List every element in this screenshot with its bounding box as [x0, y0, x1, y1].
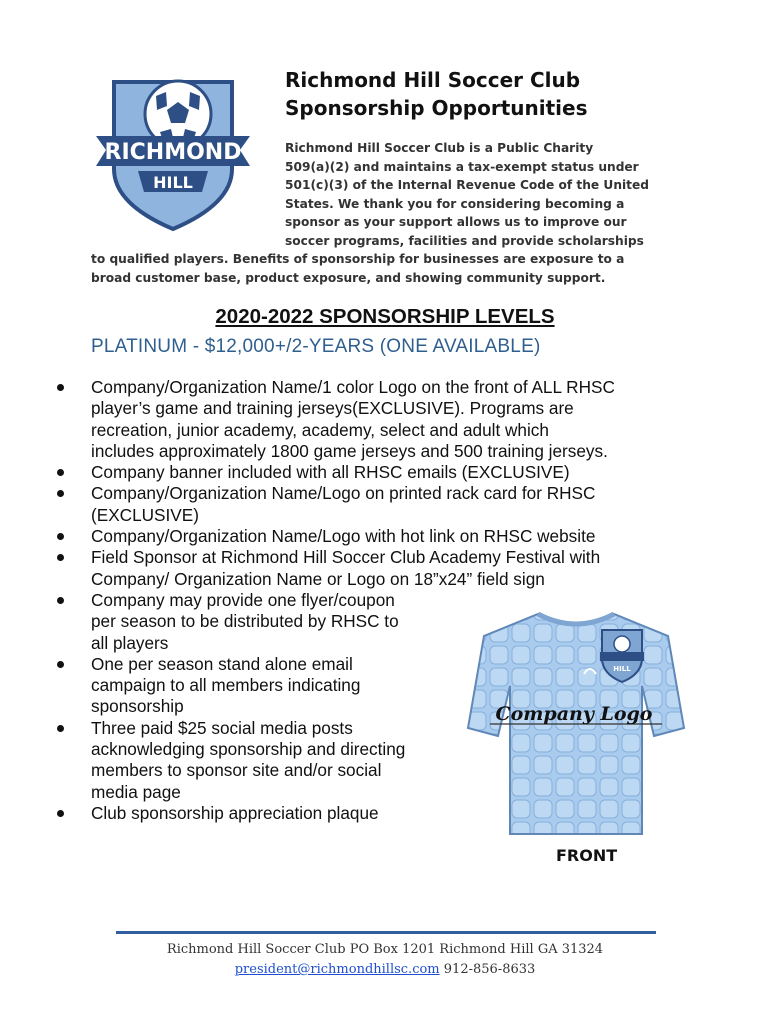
- benefit-line: sponsorship: [91, 696, 184, 717]
- benefit-line: Club sponsorship appreciation plaque: [91, 802, 379, 823]
- benefit-line: media page: [91, 781, 181, 802]
- jersey-crest-text: HILL: [613, 665, 631, 673]
- club-logo: [94, 74, 252, 232]
- intro-line: soccer programs, facilities and provide scholarships: [285, 233, 644, 248]
- benefit-line: One per season stand alone email: [91, 653, 353, 674]
- benefit-line: (EXCLUSIVE): [91, 504, 199, 525]
- footer-phone: 912-856-8633: [443, 962, 536, 977]
- benefit-item: [55, 547, 695, 590]
- benefit-line: Field Sponsor at Richmond Hill Soccer Club Academy Festival with: [91, 547, 601, 568]
- benefit-line: campaign to all members indicating: [91, 675, 361, 696]
- benefit-item: [55, 718, 471, 803]
- benefit-line: Company/Organization Name/Logo with hot link on RHSC website: [91, 526, 596, 547]
- platinum-level-label: PLATINUM - $12,000+/2-YEARS (ONE AVAILABLE): [91, 336, 541, 357]
- jersey-illustration: [466, 600, 686, 840]
- benefit-line: Company/Organization Name/Logo on printed rack card for RHSC: [91, 483, 596, 504]
- intro-line: sponsor as your support allows us to improve our: [285, 215, 627, 229]
- benefit-line: Company/Organization Name/1 color Logo on the front of ALL RHSC: [91, 377, 615, 397]
- benefit-line: includes approximately 1800 game jerseys and 500 training jerseys.: [91, 440, 608, 461]
- intro-continuation: [91, 250, 691, 287]
- intro-line: States. We thank you for considering becoming a: [285, 196, 625, 211]
- levels-heading: 2020-2022 SPONSORSHIP LEVELS: [215, 305, 555, 328]
- jersey-front-label: FRONT: [556, 846, 618, 865]
- benefit-line: members to sponsor site and/or social: [91, 760, 382, 781]
- benefit-line: Three paid $25 social media posts: [91, 717, 353, 738]
- title-line: Sponsorship Opportunities: [285, 96, 588, 120]
- benefit-item: [55, 377, 695, 462]
- benefit-line: acknowledging sponsorship and directing: [91, 739, 406, 760]
- jersey-logo-text: Company Logo: [495, 703, 653, 725]
- intro-line: Richmond Hill Soccer Club is a Public Charity: [285, 141, 594, 155]
- intro-line: broad customer base, product exposure, and showing community support.: [91, 270, 606, 285]
- benefit-line: recreation, junior academy, academy, select and adult which: [91, 419, 549, 440]
- footer-address: Richmond Hill Soccer Club PO Box 1201 Richmond Hill GA 31324: [166, 942, 604, 957]
- benefit-line: Company banner included with all RHSC emails (EXCLUSIVE): [91, 462, 570, 483]
- logo-badge-bottom: HILL: [153, 173, 193, 192]
- benefit-line: Company may provide one flyer/coupon: [91, 589, 395, 610]
- intro-line: 501(c)(3) of the Internal Revenue Code of the United: [285, 178, 650, 192]
- footer: [0, 940, 770, 980]
- benefit-item: [55, 483, 695, 526]
- benefit-item: [55, 590, 471, 654]
- intro-paragraph: [285, 139, 685, 250]
- title-line: Richmond Hill Soccer Club: [285, 68, 581, 92]
- benefit-line: Company/ Organization Name or Logo on 18”x24” field sign: [91, 568, 545, 589]
- benefit-line: player’s game and training jerseys(EXCLUSIVE). Programs are: [91, 398, 574, 419]
- benefit-item: [55, 803, 471, 824]
- page-title: [285, 66, 725, 122]
- benefit-item: [55, 654, 471, 718]
- intro-line: to qualified players. Benefits of sponsorship for businesses are exposure to a: [91, 252, 625, 266]
- intro-line: 509(a)(2) and maintains a tax-exempt status under: [285, 159, 639, 174]
- logo-badge-top: RICHMOND: [104, 140, 242, 165]
- benefit-item: [55, 462, 695, 483]
- benefit-line: all players: [91, 632, 169, 653]
- benefit-line: per season to be distributed by RHSC to: [91, 611, 399, 632]
- footer-email-link[interactable]: president@richmondhillsc.com: [234, 962, 440, 977]
- benefit-item: [55, 526, 695, 547]
- footer-divider: [116, 931, 656, 934]
- footer-contact: [0, 960, 770, 980]
